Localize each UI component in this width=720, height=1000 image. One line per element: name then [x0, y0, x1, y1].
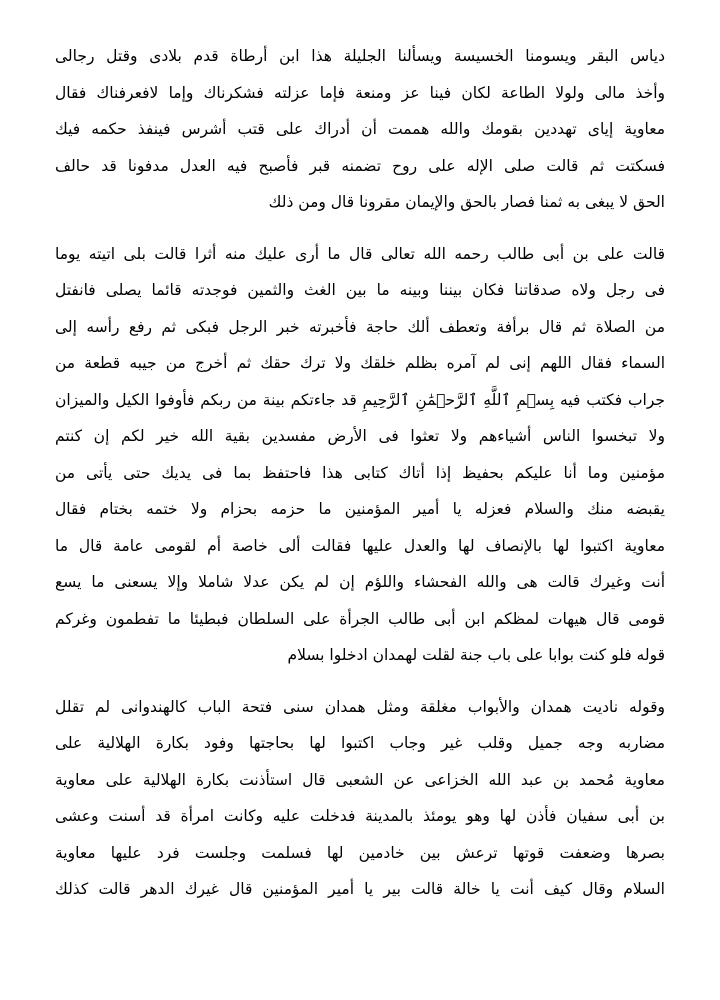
paragraph-1: [55, 38, 665, 221]
text-line: بصرها وضعفت قوتها ترعش بين خادمين لها فسلمت وجلست فرد عليها معاوية: [55, 843, 665, 862]
text-line: قومى قال هيهات لمظكم ابن أبى طالب الجرأة على السلطان فبطيئا ما تفطمون وغركم: [55, 609, 665, 628]
text-line: بن أبى سفيان فأذن لها وهو يومئذ بالمدينة فدخلت عليه وكانت امرأة قد أسنت وعشى: [55, 807, 665, 825]
text-line: فى رجل ولاه صدقاتنا فكان بيننا وبينه ما بين الغث والثمين فوجدته قائما يصلى فانفتل: [55, 281, 665, 299]
text-line: قالت على بن أبى طالب رحمه الله تعالى قال ما أرى عليك منه أثرا قالت بلى اتيته يوما: [55, 244, 665, 263]
text-line: جراب فكتب فيه بِسۡمِ ٱللَّهِ ٱلرَّحۡمَٰنِ ٱلرَّحِيمِ قد جاءتكم بينة من ربكم فأوفوا الكيل والميزان: [55, 390, 665, 409]
text-line: مؤمنين وما أنا عليكم بحفيظ إذا أتاك كتابى هذا فاحتفظ بما فى يديك حتى يأتى من: [55, 463, 665, 482]
text-line: السلام وقال كيف أنت يا خالة قالت بير يا أمير المؤمنين قال غيرك الدهر قالت كذلك: [55, 880, 665, 898]
paragraph-2: [55, 236, 665, 674]
text-line: وأخذ مالى ولولا الطاعة لكان فينا عز ومنعة فإما عزلته فشكرناك وإما لافعرفناك فقال: [55, 83, 665, 102]
text-line: فسكتت ثم قالت صلى الإله على روح تضمنه قبر فأصبح فيه العدل مدفونا قد حالف: [55, 156, 665, 175]
text-line: أنت وغيرك قالت هى والله الفحشاء واللؤم إن لم يكن عدلا شاملا وإلا يسعنى ما يسع: [55, 573, 665, 591]
text-line: السماء فقال اللهم إنى لم آمره بظلم خلقك ولا ترك حقك ثم أخرج من جيبه قطعة من: [55, 354, 665, 372]
text-line: معاوية اكتبوا لها بالإنصاف لها والعدل عليها فقالت ألى خاصة أم لقومى عامة قال ما: [55, 536, 665, 555]
text-line: دياس البقر ويسومنا الخسيسة ويسألنا الجليلة هذا ابن أرطاة قدم بلادى وقتل رجالى: [55, 47, 665, 65]
text-line: معاوية إياى تهددين بقومك والله هممت أن أدراك على قتب أشرس فينفذ حكمه فيك: [55, 120, 665, 138]
text-line: الحق لا يبغى به ثمنا فصار بالحق والإيمان مقرونا قال ومن ذلك: [268, 193, 665, 211]
paragraph-3: [55, 689, 665, 908]
text-line: مضاربه وجه جميل وقلب غير وجاب اكتبوا لها بحاجتها وفود بكارة الهلالية على: [55, 734, 665, 752]
text-line: ولا تبخسوا الناس أشياءهم ولا تعثوا فى الأرض مفسدين بقية الله خير لكم إن كنتم: [55, 427, 665, 445]
text-line: معاوية مُحمد بن عبد الله الخزاعى عن الشعبى قال استأذنت بكارة الهلالية على معاوية: [55, 770, 665, 789]
text-line: من الصلاة ثم قال برأفة وتعطف ألك حاجة فأخبرته خبر الرجل فبكى ثم رفع رأسه إلى: [55, 317, 665, 336]
paragraph-spacer: [55, 221, 665, 236]
text-line: قوله فلو كنت بوابا على باب جنة لقلت لهمدان ادخلوا بسلام: [287, 646, 665, 664]
text-line: يقبضه منك والسلام فعزله يا أمير المؤمنين ما حزمه بحزام ولا ختمه بختام فقال: [55, 500, 665, 518]
paragraph-spacer: [55, 674, 665, 689]
text-line: وقوله ناديت همدان والأبواب مغلقة ومثل همدان سنى فتحة الباب كالهندوانى لم تقلل: [55, 697, 665, 716]
